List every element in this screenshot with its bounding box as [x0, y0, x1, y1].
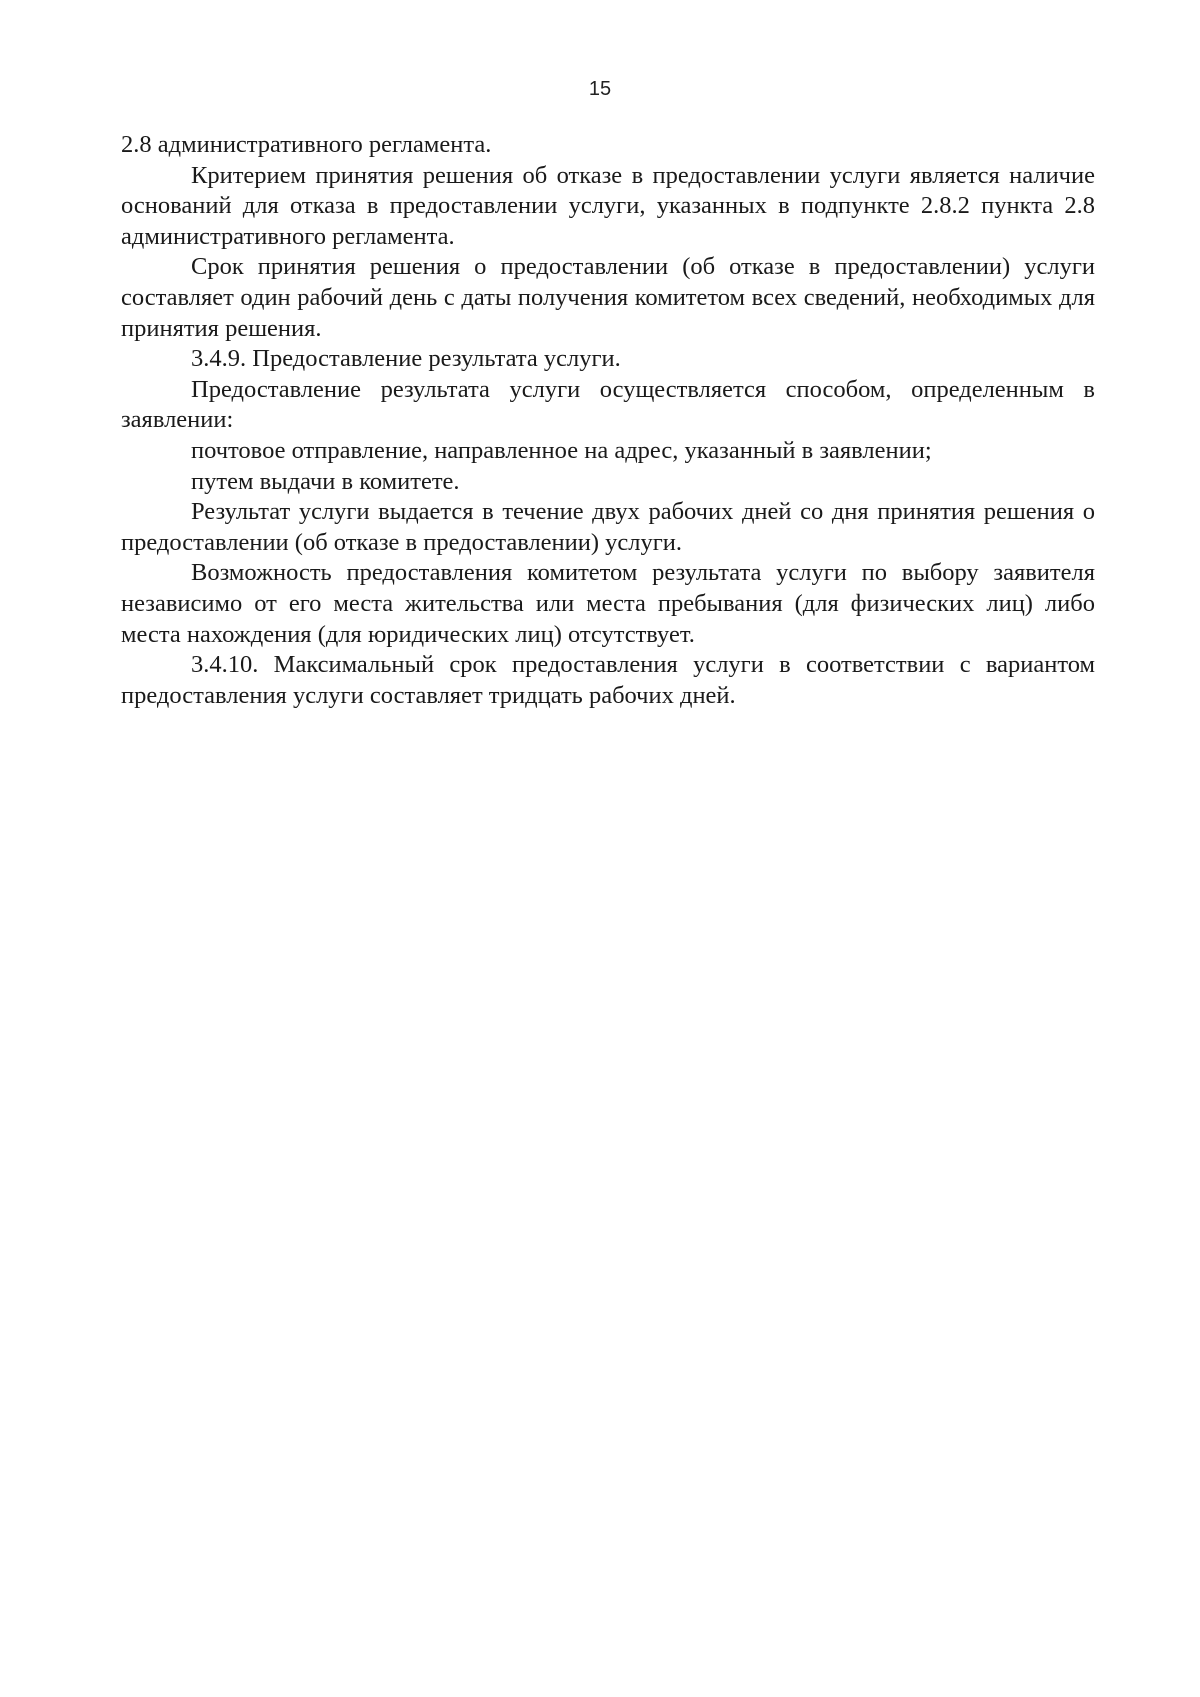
- paragraph-extraterritorial: Возможность предоставления комитетом результата услуги по выбору заявителя независимо от его места жительства или места пребывания (для физических лиц) либо места нахождения (для юридических лиц) отсутствует.: [121, 559, 1095, 648]
- paragraph-postal-option: почтовое отправление, направленное на адрес, указанный в заявлении;: [191, 436, 932, 464]
- paragraph-result-delivery: Предоставление результата услуги осуществляется способом, определенным в заявлении:: [121, 375, 1095, 434]
- paragraph-refusal-criterion: Критерием принятия решения об отказе в предоставлении услуги является наличие оснований для отказа в предоставлении услуги, указанных в подпункте 2.8.2 пункта 2.8 административного регламента.: [121, 161, 1095, 250]
- paragraph-decision-term: Срок принятия решения о предоставлении (об отказе в предоставлении) услуги составляет один рабочий день с даты получения комитетом всех сведений, необходимых для принятия решения.: [121, 253, 1095, 342]
- paragraph-continuation: 2.8 административного регламента.: [121, 131, 492, 158]
- paragraph-issue-option: путем выдачи в комитете.: [191, 467, 460, 495]
- paragraph-result-term: Результат услуги выдается в течение двух рабочих дней со дня принятия решения о предоставлении (об отказе в предоставлении) услуги.: [121, 498, 1095, 556]
- document-body: [121, 130, 1095, 711]
- paragraph-section-3-4-9: 3.4.9. Предоставление результата услуги.: [191, 345, 621, 373]
- page-number: 15: [588, 78, 612, 100]
- paragraph-section-3-4-10: 3.4.10. Максимальный срок предоставления услуги в соответствии с вариантом предоставления услуги составляет тридцать рабочих дней.: [121, 651, 1095, 709]
